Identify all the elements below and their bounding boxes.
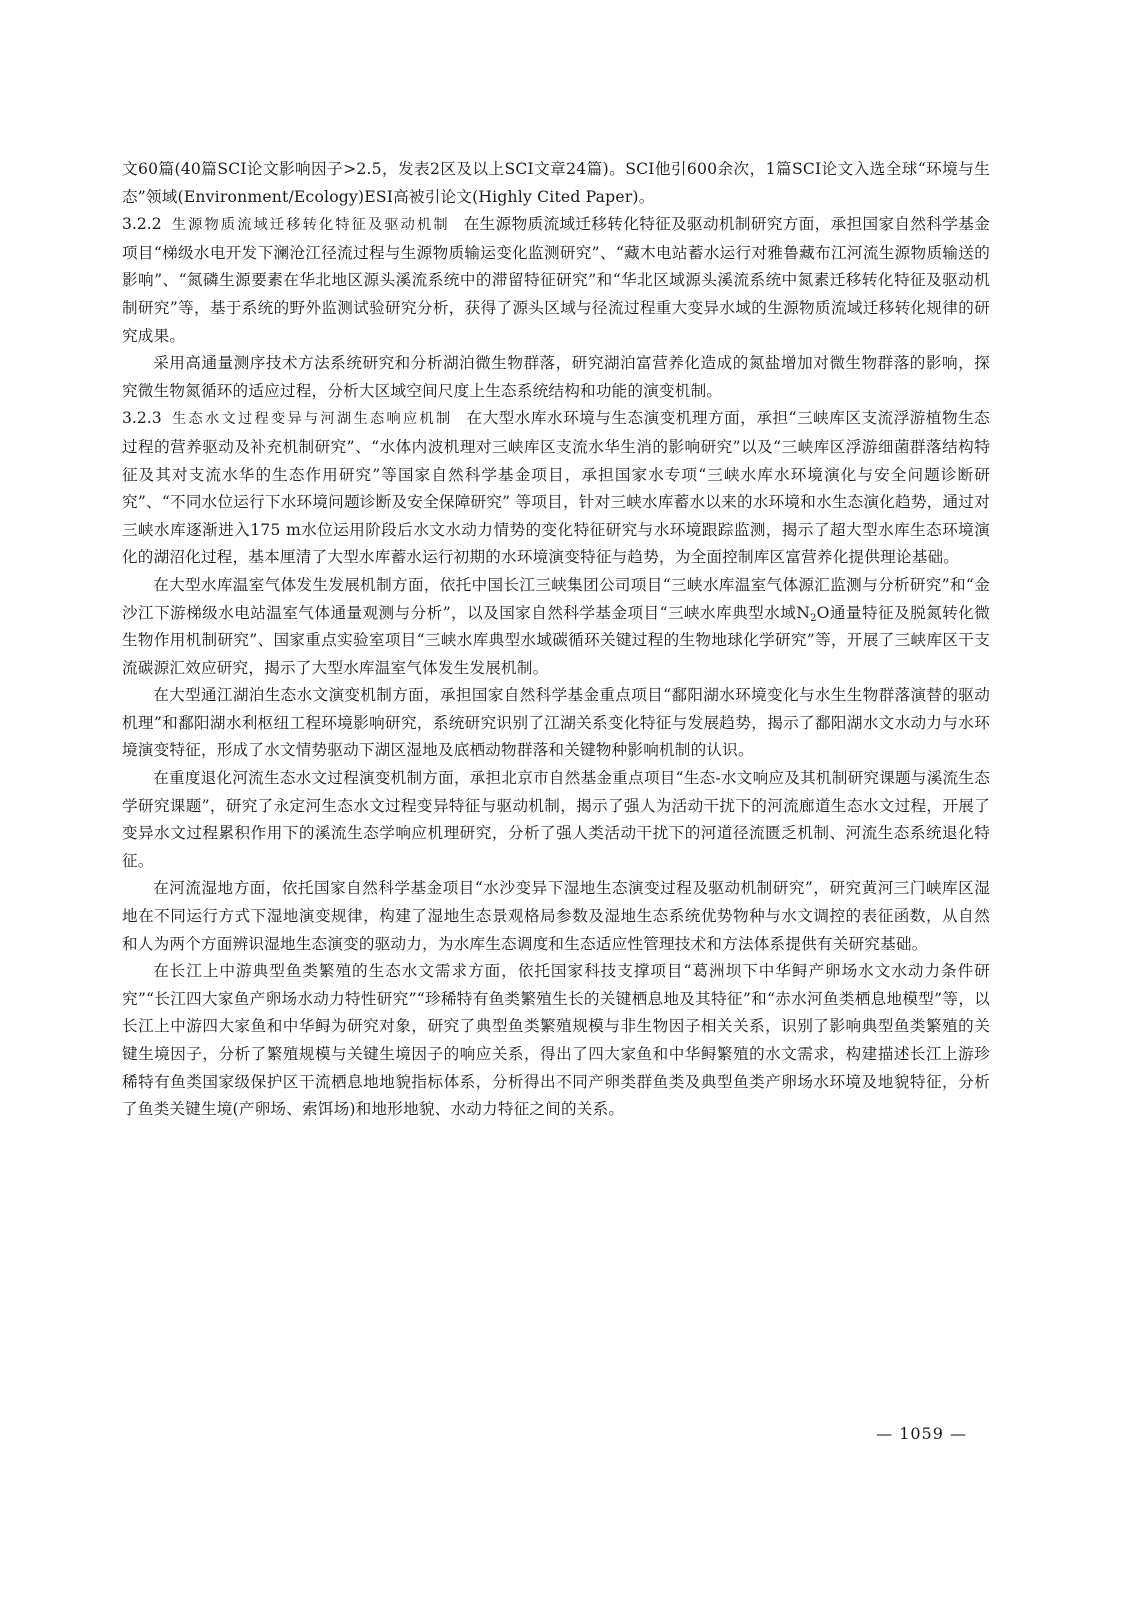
subscript: 2 (810, 612, 817, 624)
section-body: 在生源物质流域迁移转化特征及驱动机制研究方面，承担国家自然科学基金项目“梯级水电开发下澜沧江径流过程与生源物质输运变化监测研究”、“藏木电站蓄水运行对雅鲁藏布江河流生源物质输送的影响”、“氮磷生源要素在华北地区源头溪流系统中的滞留特征研究”和“华北区域源头溪流系统中氮素迁移转化特征及驱动机制研究”等，基于系统的野外监测试验研究分析，获得了源头区域与径流过程重大变异水域的生源物质流域迁移转化规律的研究成果。 (122, 215, 990, 345)
section-title: 生源物质流域迁移转化特征及驱动机制 (171, 217, 450, 234)
paragraph: 在大型通江湖泊生态水文演变机制方面，承担国家自然科学基金重点项目“鄱阳湖水环境变化与水生生物群落演替的驱动机理”和鄱阳湖水利枢纽工程环境影响研究，系统研究识别了江湖关系变化特征与发展趋势，揭示了鄱阳湖水文水动力与水环境演变特征，形成了水文情势驱动下湖区湿地及底栖动物群落和关键物种影响机制的认识。 (122, 686, 990, 760)
section-title: 生态水文过程变异与河湖生态响应机制 (171, 411, 453, 428)
page-number: — 1059 — (876, 1424, 967, 1443)
body-text (122, 156, 990, 1124)
paragraph-continued: 文60篇(40篇SCI论文影响因子>2.5，发表2区及以上SCI文章24篇)。SCI他引600余次，1篇SCI论文入选全球“环境与生态”领域(Environment/Ecology)ESI高被引论文(Highly Cited Paper)。 (122, 160, 990, 206)
paragraph (122, 572, 990, 682)
section-number: 3.2.3 (122, 409, 162, 428)
paragraph: 在重度退化河流生态水文过程演变机制方面，承担北京市自然基金重点项目“生态-水文响应及其机制研究课题与溪流生态学研究课题”，研究了永定河生态水文过程变异特征与驱动机制，揭示了强人为活动干扰下的河流廊道生态水文过程，开展了变异水文过程累积作用下的溪流生态学响应机理研究，分析了强人类活动干扰下的河道径流匮乏机制、河流生态系统退化特征。 (122, 769, 990, 870)
paragraph: 在长江上中游典型鱼类繁殖的生态水文需求方面，依托国家科技支撑项目“葛洲坝下中华鲟产卵场水文水动力条件研究”“长江四大家鱼产卵场水动力特性研究”“珍稀特有鱼类繁殖生长的关键栖息地及其特征”和“赤水河鱼类栖息地模型”等，以长江上中游四大家鱼和中华鲟为研究对象，研究了典型鱼类繁殖规模与非生物因子相关关系，识别了影响典型鱼类繁殖的关键生境因子，分析了繁殖规模与关键生境因子的响应关系，得出了四大家鱼和中华鲟繁殖的水文需求，构建描述长江上游珍稀特有鱼类国家级保护区干流栖息地地貌指标体系，分析得出不同产卵类群鱼类及典型鱼类产卵场水环境及地貌特征，分析了鱼类关键生境(产卵场、索饵场)和地形地貌、水动力特征之间的关系。 (122, 962, 990, 1119)
paragraph: 采用高通量测序技术方法系统研究和分析湖泊微生物群落，研究湖泊富营养化造成的氮盐增加对微生物群落的影响，探究微生物氮循环的适应过程，分析大区域空间尺度上生态系统结构和功能的演变机制。 (122, 354, 990, 400)
section-number: 3.2.2 (122, 215, 162, 234)
section-body: 在大型水库水环境与生态演变机理方面，承担“三峡库区支流浮游植物生态过程的营养驱动及补充机制研究”、“水体内波机理对三峡库区支流水华生消的影响研究”以及“三峡库区浮游细菌群落结构特征及其对支流水华的生态作用研究”等国家自然科学基金项目，承担国家水专项“三峡水库水环境演化与安全问题诊断研究”、“不同水位运行下水环境问题诊断及安全保障研究” 等项目，针对三峡水库蓄水以来的水环境和水生态演化趋势，通过对三峡水库逐渐进入175 m水位运用阶段后水文水动力情势的变化特征研究与水环境跟踪监测，揭示了超大型水库生态环境演化的湖沼化过程，基本厘清了大型水库蓄水运行初期的水环境演变特征与趋势，为全面控制库区富营养化提供理论基础。 (122, 409, 990, 567)
section-3-2-3 (122, 405, 990, 572)
paragraph-text: O通量特征及脱氮转化微生物作用机制研究”、国家重点实验室项目“三峡水库典型水域碳循环关键过程的生物地球化学研究”等，开展了三峡库区干支流碳源汇效应研究，揭示了大型水库温室气体发生发展机制。 (122, 603, 991, 677)
section-3-2-2 (122, 211, 990, 350)
paragraph: 在河流湿地方面，依托国家自然科学基金项目“水沙变异下湿地生态演变过程及驱动机制研究”，研究黄河三门峡库区湿地在不同运行方式下湿地演变规律，构建了湿地生态景观格局参数及湿地生态系统优势物种与水文调控的表征函数，从自然和人为两个方面辨识湿地生态演变的驱动力，为水库生态调度和生态适应性管理技术和方法体系提供有关研究基础。 (122, 879, 990, 953)
paragraph-text: 在大型水库温室气体发生发展机制方面，依托中国长江三峡集团公司项目“三峡水库温室气体源汇监测与分析研究”和“金沙江下游梯级水电站温室气体通量观测与分析”，以及国家自然科学基金项目“三峡水库典型水域N (122, 575, 990, 622)
